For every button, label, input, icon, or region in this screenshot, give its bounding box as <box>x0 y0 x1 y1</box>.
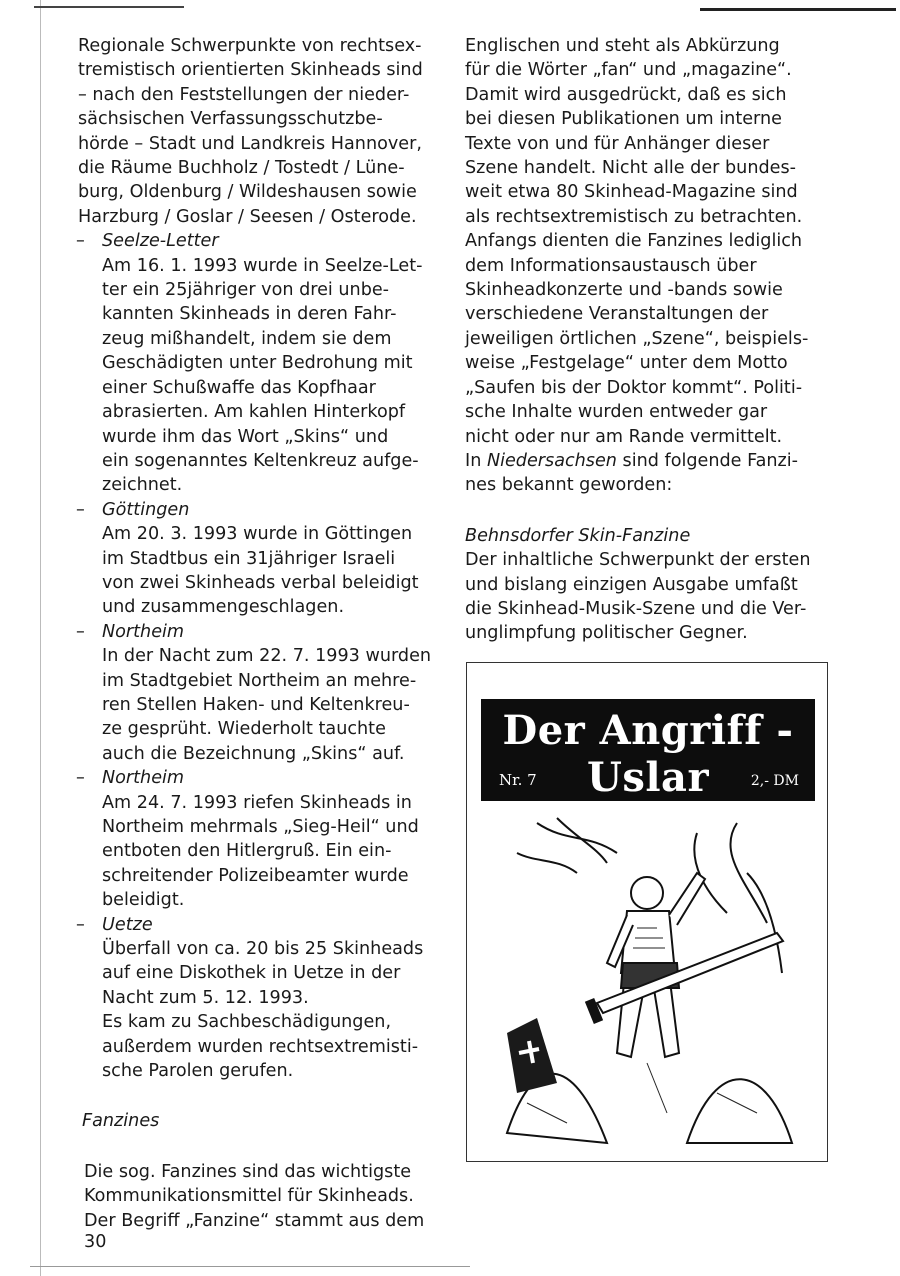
top-rule-right <box>700 8 896 11</box>
text-line: unglimpfung politischer Gegner. <box>465 623 748 644</box>
text-line: schreitender Polizeibeamter wurde <box>102 865 409 886</box>
scan-margin-edge <box>40 0 41 1276</box>
text-line: Der Begriff „Fanzine“ stammt aus dem <box>84 1210 425 1231</box>
cover-title: Der Angriff - Uslar <box>502 707 794 801</box>
fanzine-cover-image <box>466 662 828 1162</box>
text-line: und bislang einzigen Ausgabe umfaßt <box>465 574 798 595</box>
text-line: für die Wörter „fan“ und „magazine“. <box>465 60 792 81</box>
text-line: burg, Oldenburg / Wildeshausen sowie <box>78 182 417 203</box>
text-line: – nach den Feststellungen der nieder- <box>78 84 410 105</box>
text-line: beleidigt. <box>102 890 185 911</box>
text-line: die Skinhead-Musik-Szene und die Ver- <box>465 598 807 619</box>
text-line: Überfall von ca. 20 bis 25 Skinheads <box>102 939 424 960</box>
text-line: Szene handelt. Nicht alle der bundes- <box>465 158 796 179</box>
text-line: bei diesen Publikationen um interne <box>465 109 782 130</box>
text-line: sche Inhalte wurden entweder gar <box>465 402 768 423</box>
text-line: weit etwa 80 Skinhead-Magazine sind <box>465 182 798 203</box>
fanzines-heading: Fanzines <box>82 1111 160 1132</box>
text-line: jeweiligen örtlichen „Szene“, beispiels- <box>465 328 809 349</box>
top-rule-left <box>34 6 184 8</box>
text-line: „Saufen bis der Doktor kommt“. Politi- <box>465 377 803 398</box>
text-line: sche Parolen gerufen. <box>102 1061 294 1082</box>
text-line: Am 20. 3. 1993 wurde in Göttingen <box>102 524 413 545</box>
incident-place: Uetze <box>102 914 153 935</box>
text-line: abrasierten. Am kahlen Hinterkopf <box>102 402 406 423</box>
text-line: verschiedene Veranstaltungen der <box>465 304 769 325</box>
incident-place: Göttingen <box>102 499 190 520</box>
incident-item <box>78 766 448 912</box>
text-line: ren Stellen Haken- und Keltenkreu- <box>102 694 410 715</box>
text-line: Anfangs dienten die Fanzines lediglich <box>465 231 803 252</box>
region-line <box>465 449 885 473</box>
text-line: weise „Festgelage“ unter dem Motto <box>465 353 788 374</box>
incident-place: Seelze-Letter <box>102 231 219 252</box>
text-line: hörde – Stadt und Landkreis Hannover, <box>78 133 422 154</box>
list-dash: – <box>76 231 85 252</box>
text-line: als rechtsextremistisch zu betrachten. <box>465 206 803 227</box>
text-line: auch die Bezeichnung „Skins“ auf. <box>102 743 405 764</box>
text-line: Geschädigten unter Bedrohung mit <box>102 353 413 374</box>
text-line: Northeim mehrmals „Sieg-Heil“ und <box>102 817 419 837</box>
text-line: kannten Skinheads in deren Fahr- <box>102 304 397 325</box>
text-line: ze gesprüht. Wiederholt tauchte <box>102 719 386 740</box>
text-line: entboten den Hitlergruß. Ein ein- <box>102 841 392 862</box>
fanzines-intro <box>78 1160 448 1233</box>
cover-title-banner <box>481 699 815 801</box>
fanzine-definition <box>465 34 885 498</box>
text-line: die Räume Buchholz / Tostedt / Lüne- <box>78 158 405 179</box>
left-column <box>78 34 448 1233</box>
text-line: Kommunikationsmittel für Skinheads. <box>84 1186 414 1207</box>
page-number: 30 <box>84 1232 107 1252</box>
text-line: nes bekannt geworden: <box>465 475 673 496</box>
text-line: im Stadtbus ein 31jähriger Israeli <box>102 548 396 569</box>
incident-item <box>78 229 448 497</box>
text-line: und zusammengeschlagen. <box>102 597 345 618</box>
fanzine-entry <box>465 524 885 646</box>
text-line: auf eine Diskothek in Uetze in der <box>102 963 401 984</box>
text-line: zeichnet. <box>102 475 183 496</box>
right-column <box>465 34 885 646</box>
text-line: Skinheadkonzerte und -bands sowie <box>465 280 783 301</box>
text-line: nicht oder nur am Rande vermittelt. <box>465 426 783 447</box>
text-line: dem Informationsaustausch über <box>465 255 757 276</box>
text-line: In der Nacht zum 22. 7. 1993 wurden <box>102 646 432 667</box>
text-line: zeug mißhandelt, indem sie dem <box>102 328 392 349</box>
text-line: im Stadtgebiet Northeim an mehre- <box>102 670 417 691</box>
text-line: wurde ihm das Wort „Skins“ und <box>102 426 389 447</box>
text-line: Damit wird ausgedrückt, daß es sich <box>465 84 787 105</box>
text-line: einer Schußwaffe das Kopfhaar <box>102 377 376 398</box>
text-line: Der inhaltliche Schwerpunkt der ersten <box>465 550 811 571</box>
fanzine-title: Behnsdorfer Skin-Fanzine <box>465 525 691 546</box>
list-dash: – <box>76 768 85 789</box>
text-line: ter ein 25jähriger von drei unbe- <box>102 280 390 301</box>
text-line: Texte von und für Anhänger dieser <box>465 133 770 154</box>
intro-paragraph <box>78 34 448 229</box>
incident-item <box>78 620 448 766</box>
incident-item <box>78 913 448 1084</box>
text-line: Harzburg / Goslar / Seesen / Osterode. <box>78 206 417 227</box>
region-line-end: sind folgende Fanzi- <box>616 450 798 471</box>
text-line: ein sogenanntes Keltenkreuz aufge- <box>102 450 419 471</box>
incident-item <box>78 498 448 620</box>
cover-issue: Nr. 7 <box>499 771 537 789</box>
text-line: Die sog. Fanzines sind das wichtigste <box>84 1161 412 1182</box>
text-line: außerdem wurden rechtsextremisti- <box>102 1036 419 1057</box>
text-line: Am 24. 7. 1993 riefen Skinheads in <box>102 792 412 813</box>
text-line: Regionale Schwerpunkte von rechtsex- <box>78 36 422 56</box>
text-line: Englischen und steht als Abkürzung <box>465 36 780 56</box>
text-line: Nacht zum 5. 12. 1993. <box>102 987 309 1008</box>
list-dash: – <box>76 621 85 642</box>
list-dash: – <box>76 499 85 520</box>
text-line: sächsischen Verfassungsschutzbe- <box>78 109 383 130</box>
warrior-illustration <box>497 813 797 1153</box>
text-line: Am 16. 1. 1993 wurde in Seelze-Let- <box>102 255 423 276</box>
region-line-start: In <box>465 450 487 471</box>
text-line: von zwei Skinheads verbal beleidigt <box>102 572 419 593</box>
text-line: tremistisch orientierten Skinheads sind <box>78 60 423 81</box>
bottom-rule <box>30 1266 470 1267</box>
incident-place: Northeim <box>102 768 185 789</box>
text-line: Es kam zu Sachbeschädigungen, <box>102 1012 392 1033</box>
cover-price: 2,- DM <box>750 773 799 789</box>
list-dash: – <box>76 914 85 935</box>
region-name: Niedersachsen <box>486 450 617 471</box>
incident-place: Northeim <box>102 621 185 642</box>
